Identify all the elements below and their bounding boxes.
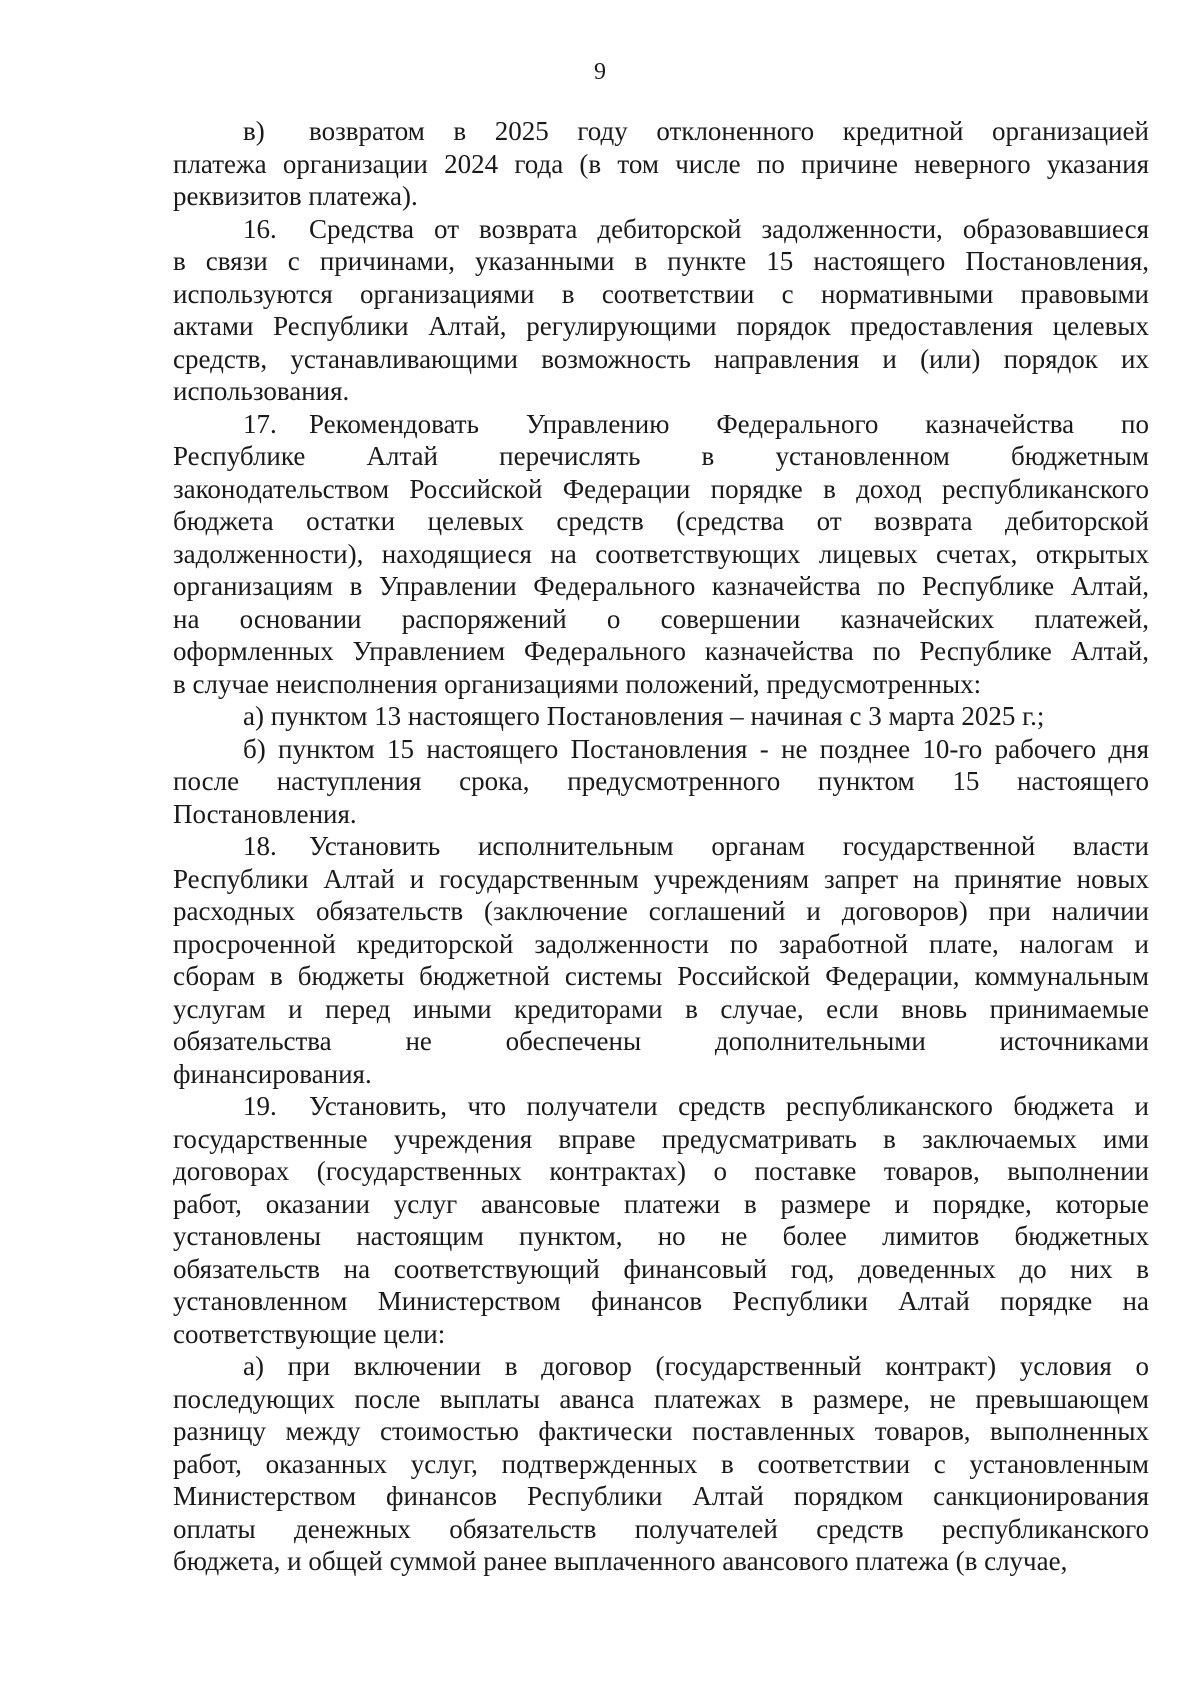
paragraph-p17 xyxy=(173,408,1149,701)
text-line xyxy=(173,1090,1149,1123)
text-line xyxy=(173,180,1149,213)
text-line xyxy=(173,733,1149,766)
text-line xyxy=(173,1155,1149,1188)
text-line xyxy=(173,1350,1149,1383)
line-text: сборам в бюджеты бюджетной системы Российской Федерации, коммунальным xyxy=(173,961,1149,991)
line-text: Республике Алтай перечислять в установленном бюджетным xyxy=(173,441,1149,471)
line-text: работ, оказании услуг авансовые платежи в размере и порядке, которые xyxy=(173,1188,1149,1219)
clause-number: 19. xyxy=(243,1091,277,1121)
clause-number: 18. xyxy=(243,831,277,861)
text-line xyxy=(173,570,1149,603)
text-line xyxy=(173,1415,1149,1448)
line-text: последующих после выплаты аванса платежах в размере, не превышающем xyxy=(173,1383,1149,1414)
line-text: Установить, что получатели средств республиканского бюджета и xyxy=(309,1091,1149,1121)
line-text: а) при включении в договор (государственный контракт) условия о xyxy=(243,1351,1149,1381)
paragraph-p17b xyxy=(173,733,1149,831)
line-text: а) пунктом 13 настоящего Постановления – начиная с 3 марта 2025 г.; xyxy=(243,701,1045,731)
line-text: Средства от возврата дебиторской задолженности, образовавшиеся xyxy=(309,213,1149,244)
line-text: оформленных Управлением Федерального казначейства по Республике Алтай, xyxy=(173,636,1149,666)
line-text: использования. xyxy=(173,376,350,406)
line-text: законодательством Российской Федерации порядке в доход республиканского xyxy=(173,473,1149,504)
text-line xyxy=(173,765,1149,798)
text-line xyxy=(173,635,1149,668)
paragraph-p18 xyxy=(173,830,1149,1090)
line-text: обязательства не обеспечены дополнительными источниками xyxy=(173,1026,1149,1056)
line-text: бюджета, и общей суммой ранее выплаченного авансового платежа (в случае, xyxy=(173,1546,1068,1576)
text-line xyxy=(173,148,1149,181)
document-body xyxy=(173,115,1149,1578)
text-line xyxy=(173,1513,1149,1546)
text-line xyxy=(173,960,1149,993)
text-line xyxy=(173,1285,1149,1318)
line-text: после наступления срока, предусмотренного пунктом 15 настоящего xyxy=(173,766,1149,796)
clause-number: 16. xyxy=(243,213,277,244)
text-line xyxy=(173,830,1149,863)
text-line xyxy=(173,245,1149,278)
line-text: финансирования. xyxy=(173,1058,372,1089)
line-text: обязательств на соответствующий финансовый год, доведенных до них в xyxy=(173,1253,1149,1284)
text-line xyxy=(173,700,1149,733)
line-text: средств, устанавливающими возможность направления и (или) порядок их xyxy=(173,343,1149,374)
text-line xyxy=(173,115,1149,148)
text-line xyxy=(173,603,1149,636)
line-text: Рекомендовать Управлению Федерального казначейства по xyxy=(309,408,1149,439)
text-line xyxy=(173,895,1149,928)
text-line xyxy=(173,408,1149,441)
line-text: реквизитов платежа). xyxy=(173,181,418,211)
line-text: Постановления. xyxy=(173,798,357,829)
text-line xyxy=(173,1448,1149,1481)
line-text: работ, оказанных услуг, подтвержденных в соответствии с установленным xyxy=(173,1448,1149,1479)
paragraph-p19 xyxy=(173,1090,1149,1350)
text-line xyxy=(173,1220,1149,1253)
line-text: организациям в Управлении Федерального казначейства по Республике Алтай, xyxy=(173,571,1149,601)
line-text: возвратом в 2025 году отклоненного кредитной организацией xyxy=(309,116,1149,146)
line-text: задолженности), находящиеся на соответствующих лицевых счетах, открытых xyxy=(173,538,1149,569)
line-text: Министерством финансов Республики Алтай порядком санкционирования xyxy=(173,1481,1149,1511)
line-text: в связи с причинами, указанными в пункте 15 настоящего Постановления, xyxy=(173,246,1149,276)
text-line xyxy=(173,1025,1149,1058)
line-text: б) пунктом 15 настоящего Постановления - не позднее 10-го рабочего дня xyxy=(243,733,1149,764)
line-text: соответствующие цели: xyxy=(173,1318,446,1349)
text-line xyxy=(173,440,1149,473)
text-line xyxy=(173,375,1149,408)
line-text: установлены настоящим пунктом, но не более лимитов бюджетных xyxy=(173,1221,1149,1251)
paragraph-p17a xyxy=(173,700,1149,733)
text-line xyxy=(173,1123,1149,1156)
text-line xyxy=(173,278,1149,311)
paragraph-p15v xyxy=(173,115,1149,213)
line-text: актами Республики Алтай, регулирующими порядок предоставления целевых xyxy=(173,311,1149,341)
text-line xyxy=(173,863,1149,896)
text-line xyxy=(173,1480,1149,1513)
line-text: платежа организации 2024 года (в том числе по причине неверного указания xyxy=(173,148,1149,179)
clause-number: в) xyxy=(243,116,265,146)
text-line xyxy=(173,668,1149,701)
text-line xyxy=(173,1545,1149,1578)
line-text: расходных обязательств (заключение соглашений и договоров) при наличии xyxy=(173,896,1149,926)
text-line xyxy=(173,1253,1149,1286)
line-text: Установить исполнительным органам государственной власти xyxy=(309,831,1149,861)
line-text: государственные учреждения вправе предусматривать в заключаемых ими xyxy=(173,1123,1149,1154)
text-line xyxy=(173,993,1149,1026)
line-text: бюджета остатки целевых средств (средства от возврата дебиторской xyxy=(173,506,1149,536)
text-line xyxy=(173,1318,1149,1351)
paragraph-p19a xyxy=(173,1350,1149,1578)
text-line xyxy=(173,1188,1149,1221)
clause-number: 17. xyxy=(243,408,277,439)
text-line xyxy=(173,1383,1149,1416)
line-text: просроченной кредиторской задолженности по заработной плате, налогам и xyxy=(173,928,1149,959)
text-line xyxy=(173,473,1149,506)
text-line xyxy=(173,1058,1149,1091)
line-text: установленном Министерством финансов Республики Алтай порядке на xyxy=(173,1286,1149,1316)
text-line xyxy=(173,928,1149,961)
line-text: услугам и перед иными кредиторами в случае, если вновь принимаемые xyxy=(173,993,1149,1024)
text-line xyxy=(173,505,1149,538)
line-text: Республики Алтай и государственным учреждениям запрет на принятие новых xyxy=(173,863,1149,894)
text-line xyxy=(173,310,1149,343)
line-text: на основании распоряжений о совершении казначейских платежей, xyxy=(173,603,1149,634)
text-line xyxy=(173,213,1149,246)
page-number: 9 xyxy=(594,59,606,85)
line-text: договорах (государственных контрактах) о поставке товаров, выполнении xyxy=(173,1156,1149,1186)
line-text: разницу между стоимостью фактически поставленных товаров, выполненных xyxy=(173,1416,1149,1446)
text-line xyxy=(173,798,1149,831)
line-text: оплаты денежных обязательств получателей средств республиканского xyxy=(173,1513,1149,1544)
paragraph-p16 xyxy=(173,213,1149,408)
line-text: используются организациями в соответствии с нормативными правовыми xyxy=(173,278,1149,309)
line-text: в случае неисполнения организациями положений, предусмотренных: xyxy=(173,668,982,699)
text-line xyxy=(173,538,1149,571)
text-line xyxy=(173,343,1149,376)
